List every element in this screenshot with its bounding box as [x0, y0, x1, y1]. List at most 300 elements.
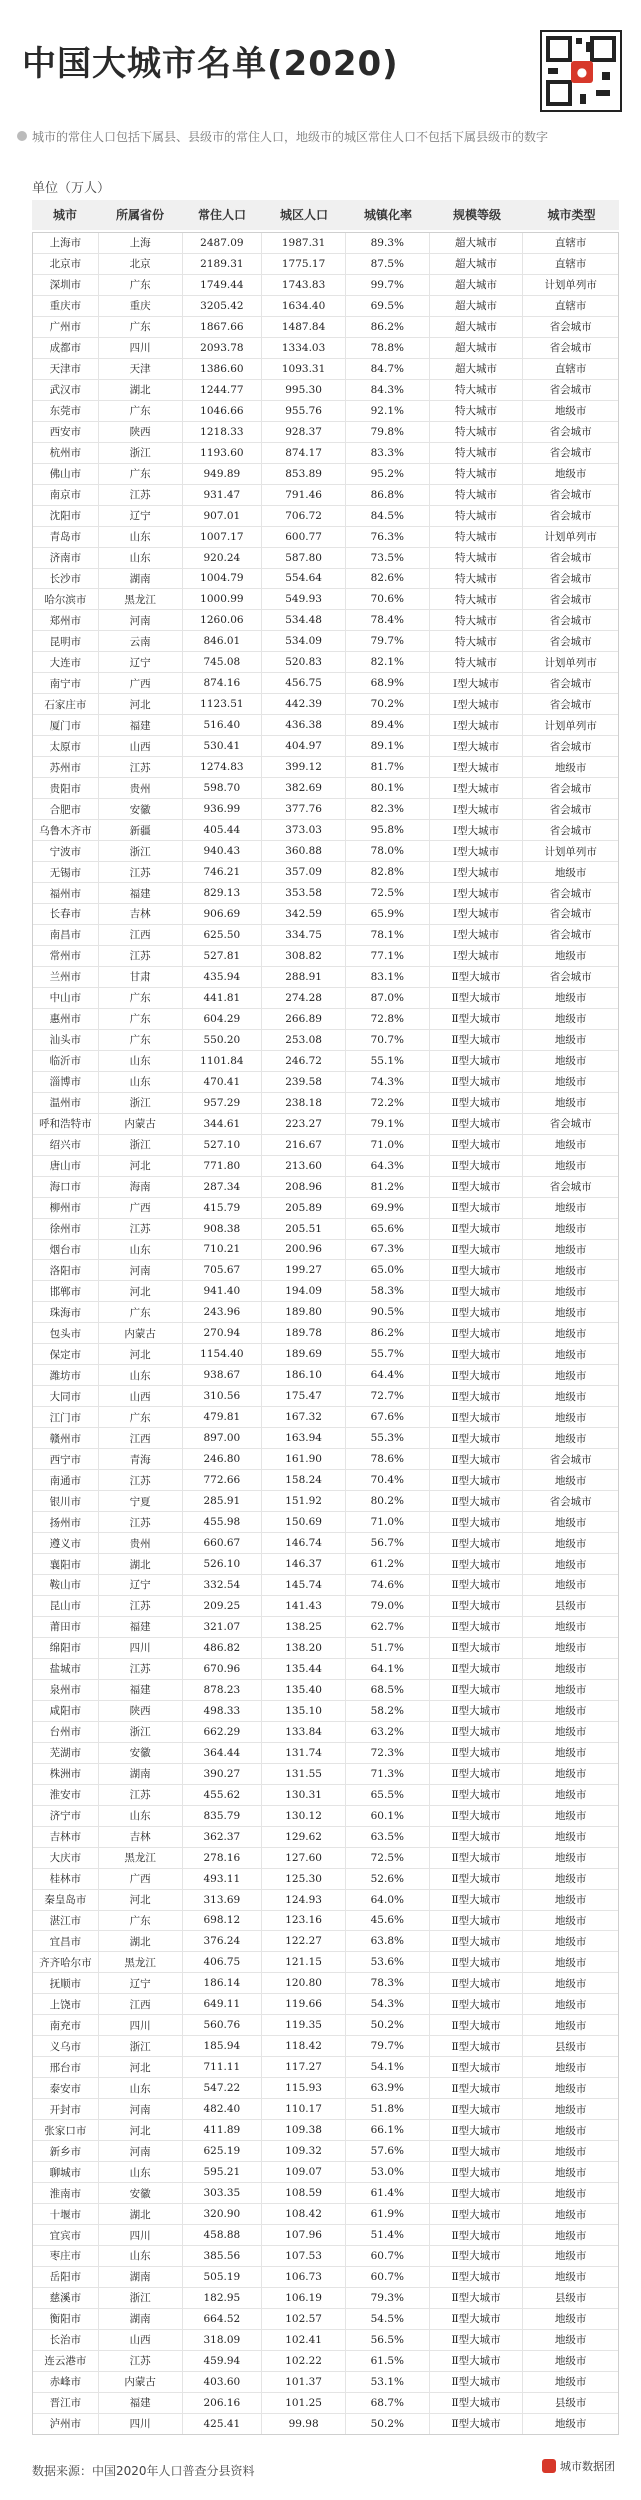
cell-city-type: 地级市 — [554, 2355, 587, 2368]
brand-name: 城市数据团 — [560, 2460, 615, 2473]
cell-city: 淮南市 — [33, 2183, 99, 2203]
cell-scale-level: Ⅱ型大城市 — [430, 2246, 524, 2266]
cell-urbanization-rate: 71.0% — [346, 1512, 430, 1532]
cell-resident-pop: 1867.66 — [183, 317, 263, 337]
cell-resident-pop: 604.29 — [183, 1009, 263, 1029]
cell-city: 西宁市 — [33, 1449, 99, 1469]
cell-urban-pop: 520.83 — [262, 652, 346, 672]
cell-resident-pop: 664.52 — [183, 2309, 263, 2329]
cell-city-type: 地级市 — [554, 1810, 587, 1823]
cell-province: 辽宁 — [99, 652, 183, 672]
cell-scale-level: 超大城市 — [430, 359, 524, 379]
cell-province: 陕西 — [99, 422, 183, 442]
table-row — [33, 1386, 618, 1407]
cell-urbanization-rate: 72.5% — [346, 883, 430, 903]
table-row — [33, 1952, 618, 1973]
cell-province: 贵州 — [99, 1533, 183, 1553]
table-row — [33, 1030, 618, 1051]
cell-resident-pop: 318.09 — [183, 2330, 263, 2350]
cell-urbanization-rate: 65.9% — [346, 904, 430, 924]
cell-urban-pop: 1743.83 — [262, 275, 346, 295]
cell-city-type: 省会城市 — [549, 803, 592, 816]
cell-urbanization-rate: 78.8% — [346, 338, 430, 358]
cell-urbanization-rate: 70.2% — [346, 694, 430, 714]
cell-city-type: 省会城市 — [549, 677, 592, 690]
cell-resident-pop: 364.44 — [183, 1743, 263, 1763]
cell-city-type: 地级市 — [554, 1852, 587, 1865]
table-row — [33, 1827, 618, 1848]
cell-city-type: 地级市 — [554, 1935, 587, 1948]
table-row — [33, 401, 618, 422]
cell-scale-level: Ⅱ型大城市 — [430, 1051, 524, 1071]
cell-resident-pop: 906.69 — [183, 904, 263, 924]
cell-city: 无锡市 — [33, 862, 99, 882]
cell-scale-level: Ⅱ型大城市 — [430, 2330, 524, 2350]
cell-urban-pop: 102.22 — [262, 2351, 346, 2371]
cell-urban-pop: 189.69 — [262, 1344, 346, 1364]
cell-city: 大连市 — [33, 652, 99, 672]
cell-urban-pop: 158.24 — [262, 1470, 346, 1490]
cell-urbanization-rate: 61.9% — [346, 2204, 430, 2224]
cell-resident-pop: 303.35 — [183, 2183, 263, 2203]
cell-scale-level: Ⅱ型大城市 — [430, 1701, 524, 1721]
cell-city: 绍兴市 — [33, 1135, 99, 1155]
cell-urban-pop: 121.15 — [262, 1952, 346, 1972]
cell-resident-pop: 1749.44 — [183, 275, 263, 295]
cell-city-type: 地级市 — [554, 1747, 587, 1760]
cell-province: 山东 — [99, 2078, 183, 2098]
cell-city-type: 地级市 — [554, 1097, 587, 1110]
table-row — [33, 1323, 618, 1344]
qr-finder-icon — [546, 36, 572, 62]
cell-city: 杭州市 — [33, 443, 99, 463]
cell-province: 湖北 — [99, 380, 183, 400]
cell-province: 吉林 — [99, 1827, 183, 1847]
cell-urbanization-rate: 50.2% — [346, 2015, 430, 2035]
cell-urban-pop: 138.20 — [262, 1638, 346, 1658]
cell-city: 江门市 — [33, 1407, 99, 1427]
cell-urban-pop: 1775.17 — [262, 254, 346, 274]
cell-scale-level: 超大城市 — [430, 254, 524, 274]
cell-province: 湖北 — [99, 1931, 183, 1951]
cell-resident-pop: 278.16 — [183, 1848, 263, 1868]
cell-resident-pop: 486.82 — [183, 1638, 263, 1658]
cell-city: 石家庄市 — [33, 694, 99, 714]
cell-resident-pop: 874.16 — [183, 673, 263, 693]
cell-urban-pop: 360.88 — [262, 841, 346, 861]
cell-city: 咸阳市 — [33, 1701, 99, 1721]
cell-province: 山西 — [99, 2330, 183, 2350]
table-row — [33, 2204, 618, 2225]
table-row — [33, 1114, 618, 1135]
cell-province: 河北 — [99, 2057, 183, 2077]
cell-urbanization-rate: 54.5% — [346, 2309, 430, 2329]
cell-province: 山东 — [99, 2162, 183, 2182]
cell-urbanization-rate: 50.2% — [346, 2414, 430, 2434]
cell-urban-pop: 377.76 — [262, 799, 346, 819]
cell-province: 江苏 — [99, 1512, 183, 1532]
cell-urban-pop: 107.96 — [262, 2225, 346, 2245]
cell-scale-level: Ⅱ型大城市 — [430, 1575, 524, 1595]
cell-city-type: 计划单列市 — [544, 531, 597, 544]
cell-urbanization-rate: 82.8% — [346, 862, 430, 882]
cell-province: 江苏 — [99, 862, 183, 882]
table-row — [33, 2288, 618, 2309]
cell-scale-level: Ⅱ型大城市 — [430, 988, 524, 1008]
cell-resident-pop: 2189.31 — [183, 254, 263, 274]
table-row — [33, 715, 618, 736]
cell-urban-pop: 1334.03 — [262, 338, 346, 358]
cell-urban-pop: 135.44 — [262, 1659, 346, 1679]
cell-urban-pop: 853.89 — [262, 464, 346, 484]
cell-city: 大庆市 — [33, 1848, 99, 1868]
cell-urbanization-rate: 87.0% — [346, 988, 430, 1008]
cell-province: 福建 — [99, 1617, 183, 1637]
table-row — [33, 506, 618, 527]
cell-resident-pop: 415.79 — [183, 1198, 263, 1218]
cell-province: 陕西 — [99, 1701, 183, 1721]
cell-city: 苏州市 — [33, 757, 99, 777]
cell-urbanization-rate: 89.4% — [346, 715, 430, 735]
table-row — [33, 1848, 618, 1869]
cell-province: 安徽 — [99, 799, 183, 819]
table-row — [33, 1617, 618, 1638]
cell-city-type: 省会城市 — [549, 426, 592, 439]
cell-urbanization-rate: 55.3% — [346, 1428, 430, 1448]
brand-logo-icon: ● — [571, 61, 593, 83]
cell-province: 福建 — [99, 1680, 183, 1700]
cell-resident-pop: 206.16 — [183, 2393, 263, 2413]
cell-resident-pop: 209.25 — [183, 1596, 263, 1616]
table-row — [33, 2330, 618, 2351]
table-row — [33, 2393, 618, 2414]
cell-urban-pop: 161.90 — [262, 1449, 346, 1469]
cell-scale-level: 超大城市 — [430, 317, 524, 337]
cell-urban-pop: 101.37 — [262, 2372, 346, 2392]
table-row — [33, 2309, 618, 2330]
cell-scale-level: 超大城市 — [430, 233, 524, 253]
cell-city-type: 地级市 — [554, 1998, 587, 2011]
cell-resident-pop: 625.19 — [183, 2141, 263, 2161]
cell-scale-level: Ⅰ型大城市 — [430, 820, 524, 840]
cell-urban-pop: 549.93 — [262, 589, 346, 609]
cell-urbanization-rate: 84.3% — [346, 380, 430, 400]
cell-resident-pop: 1244.77 — [183, 380, 263, 400]
cell-city-type: 地级市 — [554, 1873, 587, 1886]
cell-city-type: 省会城市 — [549, 489, 592, 502]
cell-urban-pop: 373.03 — [262, 820, 346, 840]
cell-city: 昆山市 — [33, 1596, 99, 1616]
cell-city-type: 计划单列市 — [544, 279, 597, 292]
table-row — [33, 673, 618, 694]
cell-scale-level: Ⅰ型大城市 — [430, 778, 524, 798]
cell-urban-pop: 205.89 — [262, 1198, 346, 1218]
cell-city: 汕头市 — [33, 1030, 99, 1050]
cell-province: 宁夏 — [99, 1491, 183, 1511]
cell-urban-pop: 353.58 — [262, 883, 346, 903]
table-row — [33, 736, 618, 757]
table-row — [33, 296, 618, 317]
cell-city-type: 地级市 — [554, 1831, 587, 1844]
cell-city: 惠州市 — [33, 1009, 99, 1029]
cell-scale-level: Ⅰ型大城市 — [430, 736, 524, 756]
cell-scale-level: Ⅱ型大城市 — [430, 1386, 524, 1406]
cell-city-type: 地级市 — [554, 2187, 587, 2200]
cell-city: 盐城市 — [33, 1659, 99, 1679]
cell-city: 开封市 — [33, 2099, 99, 2119]
cell-resident-pop: 711.11 — [183, 2057, 263, 2077]
cell-urban-pop: 239.58 — [262, 1072, 346, 1092]
table-row — [33, 2036, 618, 2057]
cell-province: 广东 — [99, 1030, 183, 1050]
cell-province: 天津 — [99, 359, 183, 379]
cell-city: 银川市 — [33, 1491, 99, 1511]
cell-scale-level: Ⅱ型大城市 — [430, 1931, 524, 1951]
cell-scale-level: Ⅱ型大城市 — [430, 1512, 524, 1532]
cell-resident-pop: 493.11 — [183, 1869, 263, 1889]
cell-province: 浙江 — [99, 2036, 183, 2056]
cell-province: 广西 — [99, 673, 183, 693]
cell-city: 东莞市 — [33, 401, 99, 421]
cell-scale-level: Ⅱ型大城市 — [430, 1449, 524, 1469]
cell-scale-level: Ⅱ型大城市 — [430, 1302, 524, 1322]
cell-urbanization-rate: 68.7% — [346, 2393, 430, 2413]
cell-urbanization-rate: 72.2% — [346, 1093, 430, 1113]
cell-scale-level: Ⅱ型大城市 — [430, 1470, 524, 1490]
cell-resident-pop: 670.96 — [183, 1659, 263, 1679]
cell-resident-pop: 385.56 — [183, 2246, 263, 2266]
cell-urbanization-rate: 70.6% — [346, 589, 430, 609]
cell-city-type: 地级市 — [554, 2313, 587, 2326]
cell-city-type: 省会城市 — [549, 572, 592, 585]
cell-scale-level: Ⅰ型大城市 — [430, 841, 524, 861]
table-row — [33, 1638, 618, 1659]
cell-resident-pop: 920.24 — [183, 548, 263, 568]
cell-city: 大同市 — [33, 1386, 99, 1406]
header-scale-level: 规模等级 — [452, 208, 501, 222]
cell-urbanization-rate: 65.5% — [346, 1785, 430, 1805]
cell-city-type: 省会城市 — [549, 614, 592, 627]
cell-urbanization-rate: 73.5% — [346, 548, 430, 568]
cell-city-type: 省会城市 — [549, 740, 592, 753]
cell-city-type: 省会城市 — [549, 447, 592, 460]
cell-resident-pop: 527.10 — [183, 1135, 263, 1155]
cell-urban-pop: 186.10 — [262, 1365, 346, 1385]
cell-city-type: 省会城市 — [549, 782, 592, 795]
cell-city-type: 地级市 — [554, 2334, 587, 2347]
cell-resident-pop: 908.38 — [183, 1219, 263, 1239]
cell-resident-pop: 598.70 — [183, 778, 263, 798]
cell-city: 泉州市 — [33, 1680, 99, 1700]
cell-resident-pop: 376.24 — [183, 1931, 263, 1951]
cell-city: 济宁市 — [33, 1806, 99, 1826]
cell-city-type: 计划单列市 — [544, 845, 597, 858]
cell-urban-pop: 101.25 — [262, 2393, 346, 2413]
cell-city-type: 地级市 — [554, 1474, 587, 1487]
cell-urbanization-rate: 83.1% — [346, 967, 430, 987]
cell-resident-pop: 403.60 — [183, 2372, 263, 2392]
cell-resident-pop: 1101.84 — [183, 1051, 263, 1071]
cell-city-type: 地级市 — [554, 1684, 587, 1697]
cell-city-type: 地级市 — [554, 1306, 587, 1319]
cell-scale-level: Ⅰ型大城市 — [430, 715, 524, 735]
cell-urban-pop: 106.19 — [262, 2288, 346, 2308]
cell-urbanization-rate: 60.1% — [346, 1806, 430, 1826]
cell-scale-level: Ⅰ型大城市 — [430, 799, 524, 819]
cell-city-type: 地级市 — [554, 1558, 587, 1571]
cell-resident-pop: 526.10 — [183, 1554, 263, 1574]
cell-province: 湖南 — [99, 569, 183, 589]
cell-city: 长治市 — [33, 2330, 99, 2350]
cell-city: 温州市 — [33, 1093, 99, 1113]
cell-urbanization-rate: 45.6% — [346, 1911, 430, 1931]
cell-city: 深圳市 — [33, 275, 99, 295]
cell-urbanization-rate: 82.6% — [346, 569, 430, 589]
table-row — [33, 1512, 618, 1533]
city-table — [32, 232, 619, 2435]
cell-urbanization-rate: 67.6% — [346, 1407, 430, 1427]
cell-resident-pop: 550.20 — [183, 1030, 263, 1050]
table-row — [33, 1198, 618, 1219]
cell-resident-pop: 938.67 — [183, 1365, 263, 1385]
table-row — [33, 380, 618, 401]
table-row — [33, 485, 618, 506]
cell-scale-level: Ⅱ型大城市 — [430, 1323, 524, 1343]
cell-city: 包头市 — [33, 1323, 99, 1343]
cell-city-type: 地级市 — [554, 2271, 587, 2284]
table-row — [33, 317, 618, 338]
cell-resident-pop: 270.94 — [183, 1323, 263, 1343]
cell-scale-level: Ⅱ型大城市 — [430, 1869, 524, 1889]
cell-urbanization-rate: 95.8% — [346, 820, 430, 840]
cell-urban-pop: 118.42 — [262, 2036, 346, 2056]
cell-resident-pop: 897.00 — [183, 1428, 263, 1448]
cell-urban-pop: 213.60 — [262, 1156, 346, 1176]
cell-scale-level: 特大城市 — [430, 422, 524, 442]
cell-city: 泸州市 — [33, 2414, 99, 2434]
cell-city-type: 地级市 — [554, 468, 587, 481]
cell-city-type: 地级市 — [554, 1076, 587, 1089]
cell-resident-pop: 2093.78 — [183, 338, 263, 358]
cell-province: 河北 — [99, 1890, 183, 1910]
cell-city-type: 地级市 — [554, 2061, 587, 2074]
cell-city-type: 省会城市 — [549, 510, 592, 523]
cell-city: 厦门市 — [33, 715, 99, 735]
cell-province: 河南 — [99, 2141, 183, 2161]
cell-urban-pop: 115.93 — [262, 2078, 346, 2098]
cell-resident-pop: 1046.66 — [183, 401, 263, 421]
cell-province: 安徽 — [99, 2183, 183, 2203]
table-row — [33, 841, 618, 862]
cell-urban-pop: 1987.31 — [262, 233, 346, 253]
cell-city: 潍坊市 — [33, 1365, 99, 1385]
cell-urban-pop: 791.46 — [262, 485, 346, 505]
cell-urban-pop: 127.60 — [262, 1848, 346, 1868]
cell-resident-pop: 949.89 — [183, 464, 263, 484]
cell-city-type: 县级市 — [554, 2040, 587, 2053]
cell-resident-pop: 390.27 — [183, 1764, 263, 1784]
cell-province: 河北 — [99, 694, 183, 714]
cell-city: 莆田市 — [33, 1617, 99, 1637]
cell-city: 呼和浩特市 — [33, 1114, 99, 1134]
cell-scale-level: Ⅱ型大城市 — [430, 2372, 524, 2392]
cell-urban-pop: 1634.40 — [262, 296, 346, 316]
table-row — [33, 2162, 618, 2183]
cell-urbanization-rate: 78.0% — [346, 841, 430, 861]
table-row — [33, 946, 618, 967]
cell-resident-pop: 1260.06 — [183, 610, 263, 630]
cell-urban-pop: 119.66 — [262, 1994, 346, 2014]
cell-resident-pop: 1004.79 — [183, 569, 263, 589]
cell-city-type: 地级市 — [554, 1243, 587, 1256]
cell-urban-pop: 138.25 — [262, 1617, 346, 1637]
cell-urbanization-rate: 68.9% — [346, 673, 430, 693]
cell-urbanization-rate: 56.7% — [346, 1533, 430, 1553]
cell-urban-pop: 1093.31 — [262, 359, 346, 379]
cell-urbanization-rate: 60.7% — [346, 2267, 430, 2287]
cell-province: 广东 — [99, 1009, 183, 1029]
cell-city: 南通市 — [33, 1470, 99, 1490]
cell-city: 唐山市 — [33, 1156, 99, 1176]
cell-urbanization-rate: 53.0% — [346, 2162, 430, 2182]
table-row — [33, 2099, 618, 2120]
cell-resident-pop: 313.69 — [183, 1890, 263, 1910]
cell-province: 广东 — [99, 1911, 183, 1931]
cell-scale-level: Ⅱ型大城市 — [430, 1743, 524, 1763]
cell-province: 山东 — [99, 527, 183, 547]
cell-urbanization-rate: 68.5% — [346, 1680, 430, 1700]
cell-resident-pop: 1386.60 — [183, 359, 263, 379]
cell-city-type: 省会城市 — [549, 929, 592, 942]
cell-province: 四川 — [99, 338, 183, 358]
cell-urbanization-rate: 92.1% — [346, 401, 430, 421]
cell-urbanization-rate: 89.3% — [346, 233, 430, 253]
cell-scale-level: Ⅱ型大城市 — [430, 1281, 524, 1301]
cell-city-type: 地级市 — [554, 761, 587, 774]
cell-urbanization-rate: 71.0% — [346, 1135, 430, 1155]
cell-province: 江苏 — [99, 1596, 183, 1616]
table-row — [33, 1407, 618, 1428]
table-row — [33, 464, 618, 485]
cell-urban-pop: 130.12 — [262, 1806, 346, 1826]
cell-province: 山东 — [99, 1806, 183, 1826]
cell-urbanization-rate: 63.2% — [346, 1722, 430, 1742]
cell-city: 南昌市 — [33, 925, 99, 945]
cell-city: 株洲市 — [33, 1764, 99, 1784]
table-row — [33, 1135, 618, 1156]
table-row — [33, 1973, 618, 1994]
cell-resident-pop: 660.67 — [183, 1533, 263, 1553]
table-row — [33, 2351, 618, 2372]
cell-city-type: 地级市 — [554, 1579, 587, 1592]
table-row — [33, 1240, 618, 1261]
cell-urban-pop: 122.27 — [262, 1931, 346, 1951]
cell-resident-pop: 829.13 — [183, 883, 263, 903]
cell-urban-pop: 110.17 — [262, 2099, 346, 2119]
cell-urban-pop: 534.09 — [262, 631, 346, 651]
cell-urban-pop: 274.28 — [262, 988, 346, 1008]
cell-city-type: 地级市 — [554, 1348, 587, 1361]
cell-resident-pop: 2487.09 — [183, 233, 263, 253]
cell-city: 义乌市 — [33, 2036, 99, 2056]
cell-province: 湖南 — [99, 1764, 183, 1784]
cell-scale-level: Ⅱ型大城市 — [430, 2057, 524, 2077]
table-row — [33, 778, 618, 799]
cell-scale-level: Ⅱ型大城市 — [430, 1407, 524, 1427]
cell-resident-pop: 246.80 — [183, 1449, 263, 1469]
cell-province: 浙江 — [99, 1135, 183, 1155]
table-row — [33, 925, 618, 946]
